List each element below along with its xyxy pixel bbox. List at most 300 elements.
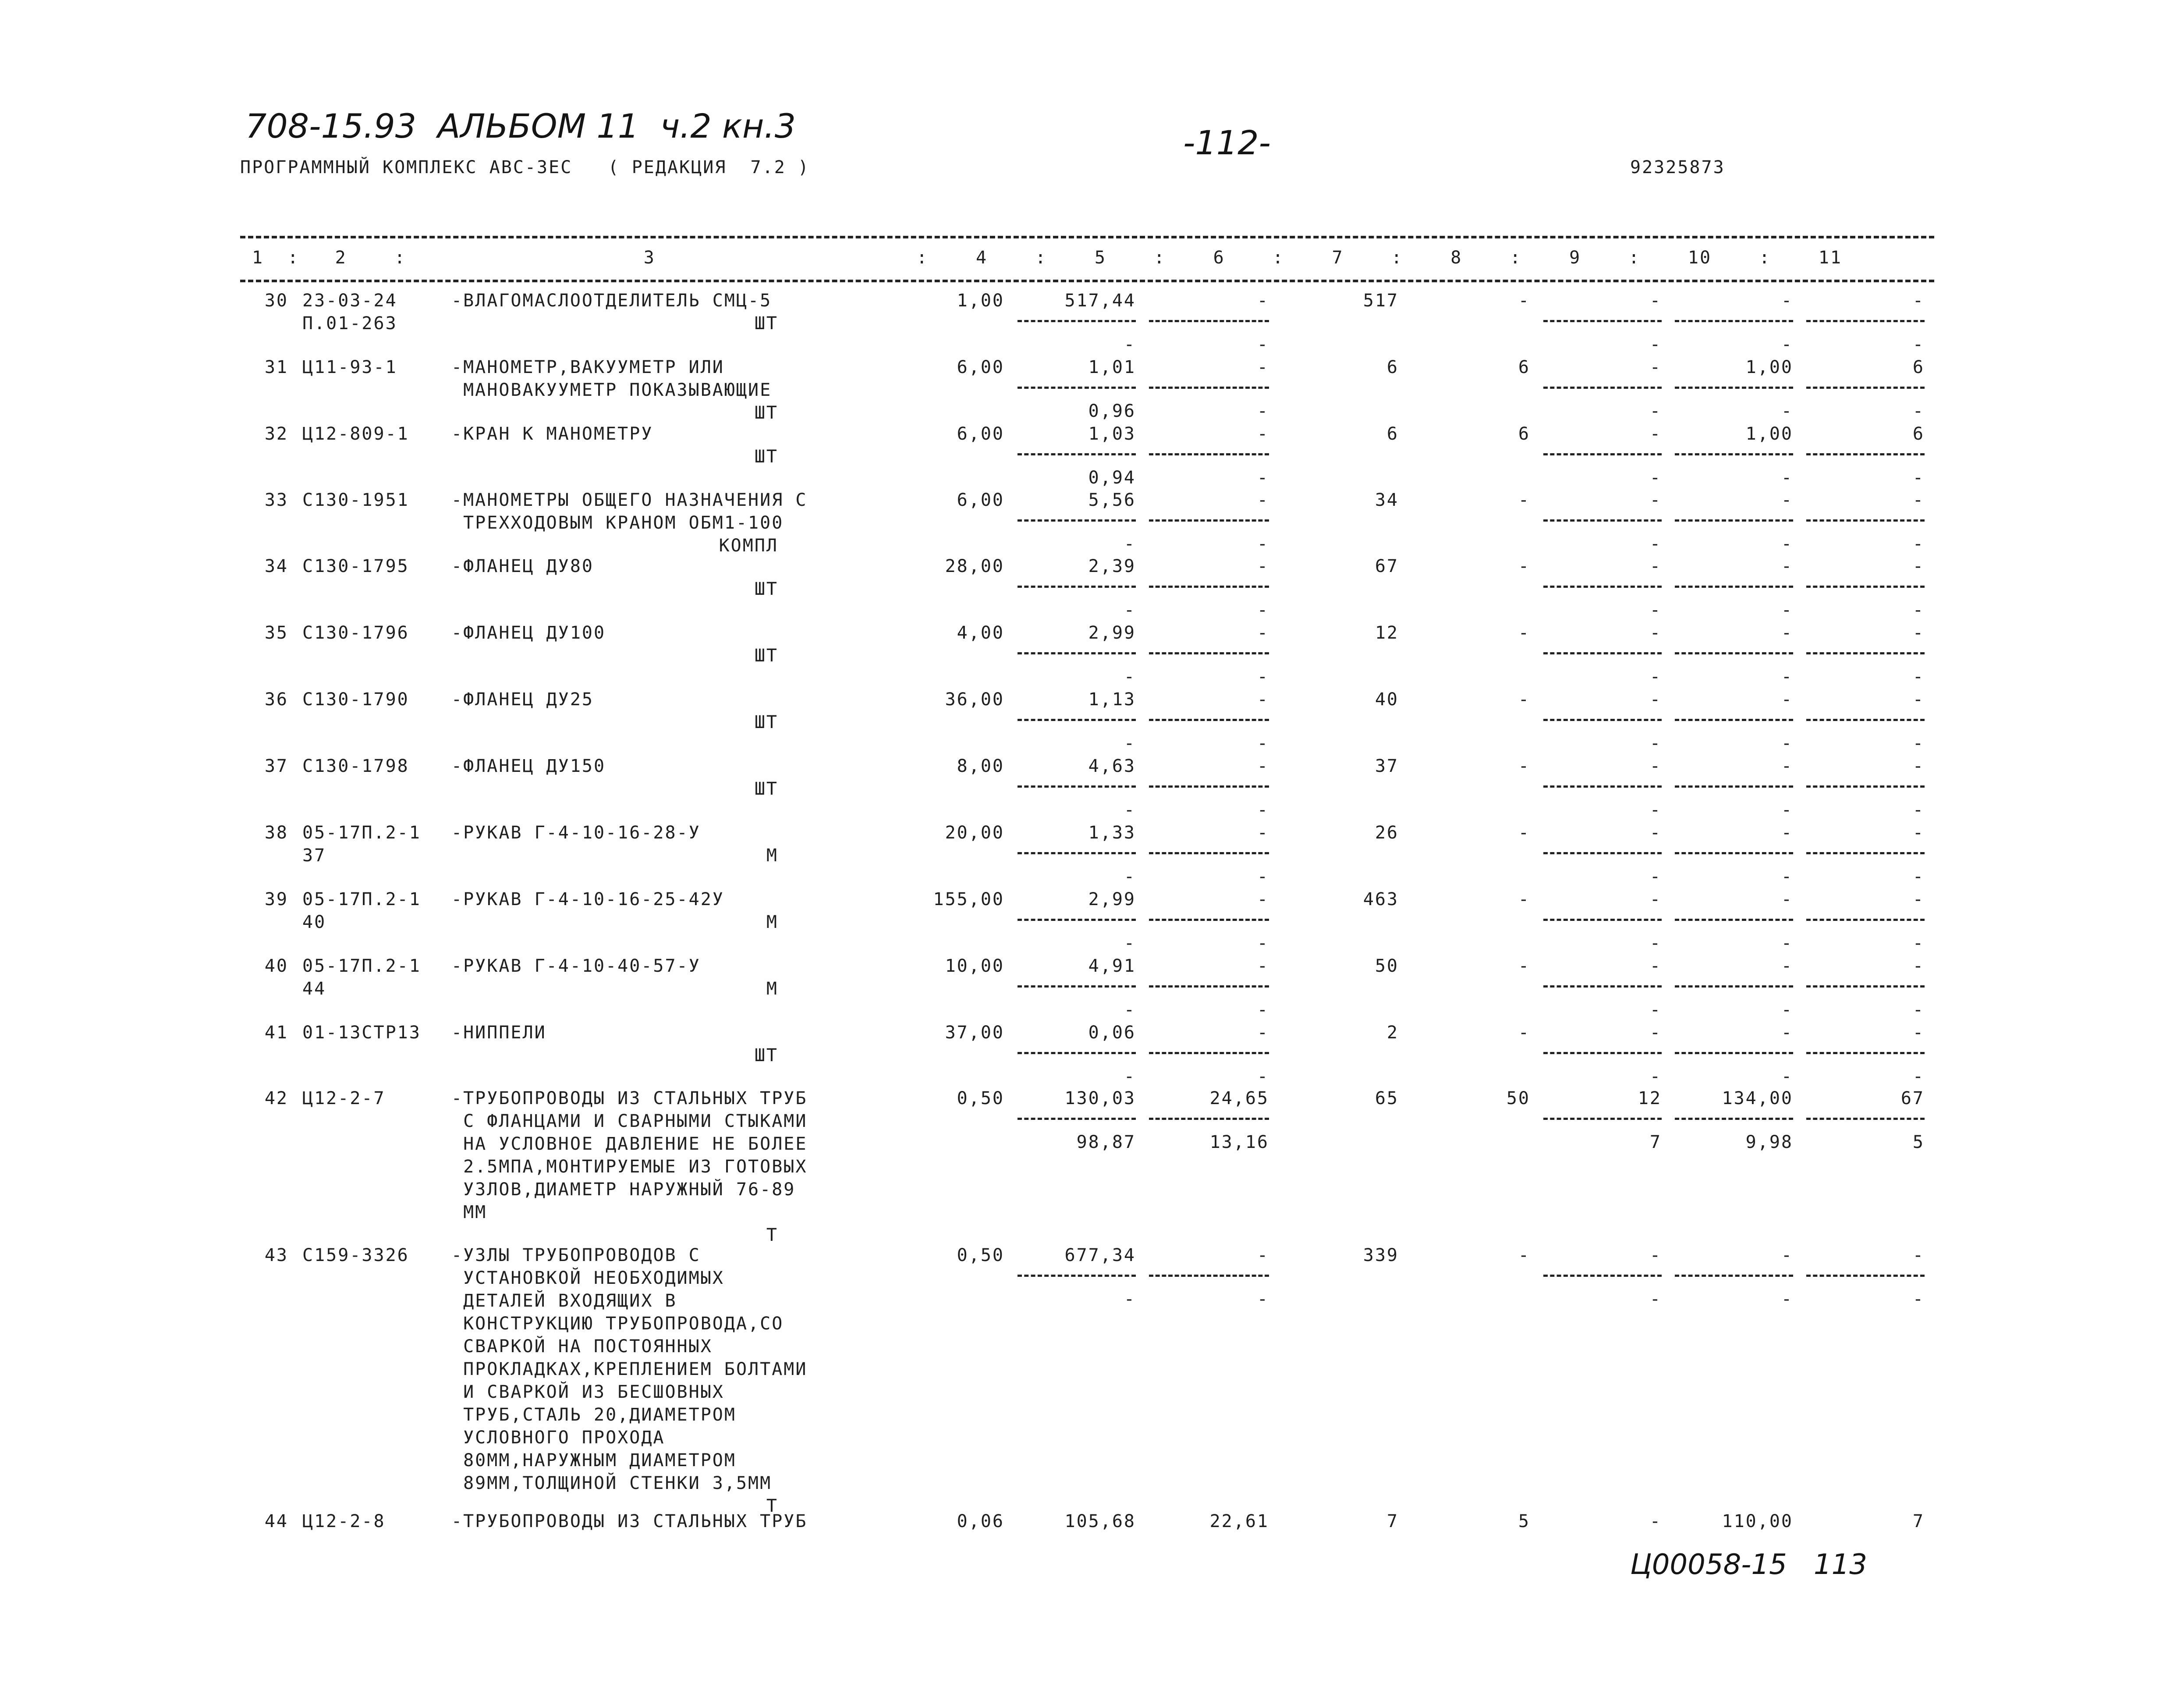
value-col-11: -	[1912, 1245, 1925, 1265]
value-col-11: -	[1912, 956, 1925, 976]
sub-value-col-5: -	[1124, 867, 1136, 887]
sub-value-col-10: -	[1781, 667, 1793, 687]
value-col-11: -	[1912, 756, 1925, 776]
unit-of-measure: М	[766, 979, 778, 999]
sub-value-col-6: -	[1257, 334, 1269, 355]
value-col-8: -	[1518, 956, 1530, 976]
row-number: 40	[264, 956, 288, 976]
subtotal-divider	[1149, 719, 1269, 721]
subtotal-divider	[1675, 387, 1793, 389]
value-col-5: 1,33	[1088, 823, 1136, 843]
subtotal-divider	[1543, 519, 1662, 522]
row-number: 38	[264, 823, 288, 843]
value-col-7: 7	[1386, 1511, 1399, 1531]
rate-code: С130-1795	[302, 556, 409, 576]
unit-of-measure: Т	[766, 1225, 778, 1245]
value-col-5: 1,01	[1088, 357, 1136, 377]
rate-code: 05-17П.2-1 40	[302, 889, 421, 932]
subtotal-divider	[1149, 320, 1269, 322]
sub-value-col-6: -	[1257, 1289, 1269, 1309]
sub-value-col-5: -	[1124, 667, 1136, 687]
value-col-9: -	[1649, 623, 1662, 643]
subtotal-divider	[1543, 719, 1662, 721]
value-col-4: 0,06	[957, 1511, 1004, 1531]
value-col-11: 6	[1912, 357, 1925, 377]
unit-of-measure: ШТ	[754, 712, 778, 732]
unit-of-measure: ШТ	[754, 1045, 778, 1066]
work-description: -РУКАВ Г-4-10-40-57-У	[451, 956, 701, 976]
value-col-4: 6,00	[957, 490, 1004, 510]
sub-value-col-11: -	[1912, 667, 1925, 687]
rate-code: 05-17П.2-1 37	[302, 823, 421, 866]
value-col-8: -	[1518, 823, 1530, 843]
value-col-5: 0,06	[1088, 1023, 1136, 1043]
value-col-11: -	[1912, 1023, 1925, 1043]
subtotal-divider	[1018, 320, 1136, 322]
subtotal-divider	[1543, 387, 1662, 389]
value-col-4: 1,00	[957, 291, 1004, 311]
subtotal-divider	[1675, 586, 1793, 588]
value-col-9: -	[1649, 1511, 1662, 1531]
subtotal-divider	[1675, 852, 1793, 854]
sub-value-col-5: -	[1124, 1066, 1136, 1087]
value-col-5: 5,56	[1088, 490, 1136, 510]
value-col-10: -	[1781, 1245, 1793, 1265]
subtotal-divider	[1018, 985, 1136, 988]
value-col-8: -	[1518, 556, 1530, 576]
value-col-10: -	[1781, 490, 1793, 510]
rate-code: С130-1951	[302, 490, 409, 510]
subtotal-divider	[1149, 852, 1269, 854]
value-col-8: -	[1518, 1023, 1530, 1043]
value-col-5: 2,39	[1088, 556, 1136, 576]
sub-value-col-5: -	[1124, 1000, 1136, 1020]
unit-of-measure: ШТ	[754, 646, 778, 666]
value-col-7: 2	[1386, 1023, 1399, 1043]
sub-value-col-11: -	[1912, 1289, 1925, 1309]
value-col-9: -	[1649, 1245, 1662, 1265]
subtotal-divider	[1149, 1052, 1269, 1054]
rate-code: С130-1798	[302, 756, 409, 776]
subtotal-divider	[1149, 1275, 1269, 1277]
subtotal-divider	[1018, 719, 1136, 721]
value-col-6: -	[1257, 556, 1269, 576]
value-col-8: 50	[1506, 1088, 1530, 1108]
subtotal-divider	[1806, 586, 1925, 588]
sub-value-col-11: 5	[1912, 1132, 1925, 1152]
rate-code: 05-17П.2-1 44	[302, 956, 421, 999]
subtotal-divider	[1149, 652, 1269, 654]
subtotal-divider	[1543, 652, 1662, 654]
sub-value-col-9: -	[1649, 334, 1662, 355]
value-col-5: 1,03	[1088, 424, 1136, 444]
value-col-5: 105,68	[1064, 1511, 1136, 1531]
value-col-10: -	[1781, 756, 1793, 776]
value-col-4: 0,50	[957, 1245, 1004, 1265]
sub-value-col-10: -	[1781, 733, 1793, 753]
sub-value-col-5: -	[1124, 334, 1136, 355]
subtotal-divider	[1018, 652, 1136, 654]
subtotal-divider	[1806, 1275, 1925, 1277]
sub-value-col-6: -	[1257, 933, 1269, 953]
value-col-6: -	[1257, 689, 1269, 710]
column-header-row: 1 : 2 : 3 : 4 : 5 : 6 : 7 : 8 : 9 : 10 : 11	[252, 248, 1842, 268]
value-col-9: -	[1649, 689, 1662, 710]
sub-value-col-11: -	[1912, 733, 1925, 753]
sub-value-col-6: -	[1257, 468, 1269, 488]
subtotal-divider	[1675, 985, 1793, 988]
subtotal-divider	[1018, 1118, 1136, 1120]
value-col-11: -	[1912, 291, 1925, 311]
subtotal-divider	[1806, 852, 1925, 854]
value-col-7: 34	[1375, 490, 1399, 510]
value-col-5: 677,34	[1064, 1245, 1136, 1265]
subtotal-divider	[1149, 1118, 1269, 1120]
value-col-10: 1,00	[1745, 357, 1793, 377]
sub-value-col-10: -	[1781, 401, 1793, 421]
subtotal-divider	[1149, 519, 1269, 522]
sub-value-col-5: -	[1124, 800, 1136, 820]
sub-value-col-5: -	[1124, 600, 1136, 620]
subtotal-divider	[1806, 652, 1925, 654]
sub-value-col-10: -	[1781, 933, 1793, 953]
work-description: -ФЛАНЕЦ ДУ150	[451, 756, 606, 776]
sub-value-col-6: -	[1257, 867, 1269, 887]
work-description: -КРАН К МАНОМЕТРУ	[451, 424, 653, 444]
subtotal-divider	[1149, 785, 1269, 788]
subtotal-divider	[1675, 719, 1793, 721]
sub-value-col-9: -	[1649, 800, 1662, 820]
unit-of-measure: ШТ	[754, 403, 778, 423]
row-number: 41	[264, 1023, 288, 1043]
value-col-4: 8,00	[957, 756, 1004, 776]
value-col-8: 6	[1518, 424, 1530, 444]
value-col-10: 1,00	[1745, 424, 1793, 444]
subtotal-divider	[1675, 519, 1793, 522]
rate-code: Ц12-809-1	[302, 424, 409, 444]
sub-value-col-9: -	[1649, 1066, 1662, 1087]
value-col-11: 7	[1912, 1511, 1925, 1531]
subtotal-divider	[1806, 919, 1925, 921]
sub-value-col-9: -	[1649, 468, 1662, 488]
value-col-10: -	[1781, 556, 1793, 576]
subtotal-divider	[1806, 985, 1925, 988]
program-title-line: ПРОГРАММНЫЙ КОМПЛЕКС АВС-3ЕС ( РЕДАКЦИЯ 7.2 )	[240, 157, 810, 178]
subtotal-divider	[1806, 1052, 1925, 1054]
work-description: -ТРУБОПРОВОДЫ ИЗ СТАЛЬНЫХ ТРУБ С ФЛАНЦАМИ И СВАРНЫМИ СТЫКАМИ НА УСЛОВНОЕ ДАВЛЕНИЕ НЕ БОЛЕЕ 2.5МПА,МОНТИРУЕМЫЕ ИЗ ГОТОВЫХ УЗЛОВ,ДИАМЕТР НАРУЖНЫЙ 76-89 ММ	[451, 1088, 808, 1222]
value-col-7: 339	[1363, 1245, 1399, 1265]
value-col-6: -	[1257, 291, 1269, 311]
subtotal-divider	[1018, 453, 1136, 455]
sub-value-col-9: 7	[1649, 1132, 1662, 1152]
subtotal-divider	[1543, 1275, 1662, 1277]
sub-value-col-9: -	[1649, 401, 1662, 421]
subtotal-divider	[1806, 519, 1925, 522]
subtotal-divider	[1018, 1275, 1136, 1277]
page-number-mark: -112-	[1183, 123, 1271, 162]
unit-of-measure: Т	[766, 1496, 778, 1516]
sub-value-col-6: -	[1257, 800, 1269, 820]
value-col-5: 130,03	[1064, 1088, 1136, 1108]
subtotal-divider	[1806, 453, 1925, 455]
unit-of-measure: КОМПЛ	[719, 536, 778, 556]
value-col-7: 50	[1375, 956, 1399, 976]
value-col-4: 0,50	[957, 1088, 1004, 1108]
sub-value-col-6: -	[1257, 1000, 1269, 1020]
row-number: 44	[264, 1511, 288, 1531]
header-rule-top	[240, 236, 1934, 238]
subtotal-divider	[1018, 519, 1136, 522]
sub-value-col-9: -	[1649, 733, 1662, 753]
value-col-4: 36,00	[945, 689, 1004, 710]
sub-value-col-10: -	[1781, 867, 1793, 887]
rate-code: С159-3326	[302, 1245, 409, 1265]
document-code: 92325873	[1630, 157, 1725, 178]
value-col-8: -	[1518, 623, 1530, 643]
value-col-6: -	[1257, 424, 1269, 444]
value-col-6: 24,65	[1209, 1088, 1269, 1108]
unit-of-measure: ШТ	[754, 779, 778, 799]
sub-value-col-9: -	[1649, 600, 1662, 620]
sub-value-col-6: -	[1257, 667, 1269, 687]
value-col-8: -	[1518, 490, 1530, 510]
value-col-4: 4,00	[957, 623, 1004, 643]
header-rule-bottom	[240, 280, 1934, 282]
value-col-8: -	[1518, 689, 1530, 710]
sub-value-col-5: -	[1124, 534, 1136, 554]
subtotal-divider	[1018, 1052, 1136, 1054]
value-col-4: 37,00	[945, 1023, 1004, 1043]
sub-value-col-9: -	[1649, 1289, 1662, 1309]
value-col-8: -	[1518, 291, 1530, 311]
subtotal-divider	[1543, 1118, 1662, 1120]
value-col-11: -	[1912, 889, 1925, 909]
subtotal-divider	[1675, 785, 1793, 788]
subtotal-divider	[1018, 919, 1136, 921]
subtotal-divider	[1675, 453, 1793, 455]
row-number: 34	[264, 556, 288, 576]
sub-value-col-5: 0,96	[1088, 401, 1136, 421]
sub-value-col-9: -	[1649, 1000, 1662, 1020]
sub-value-col-5: -	[1124, 733, 1136, 753]
subtotal-divider	[1018, 387, 1136, 389]
value-col-9: -	[1649, 889, 1662, 909]
value-col-7: 67	[1375, 556, 1399, 576]
subtotal-divider	[1543, 919, 1662, 921]
sub-value-col-10: -	[1781, 468, 1793, 488]
work-description: -РУКАВ Г-4-10-16-28-У	[451, 823, 701, 843]
sub-value-col-11: -	[1912, 468, 1925, 488]
sub-value-col-6: -	[1257, 401, 1269, 421]
value-col-4: 155,00	[933, 889, 1004, 909]
subtotal-divider	[1149, 387, 1269, 389]
sub-value-col-10: -	[1781, 1289, 1793, 1309]
subtotal-divider	[1018, 785, 1136, 788]
subtotal-divider	[1675, 919, 1793, 921]
work-description: -ВЛАГОМАСЛООТДЕЛИТЕЛЬ СМЦ-5	[451, 291, 772, 311]
subtotal-divider	[1675, 1275, 1793, 1277]
subtotal-divider	[1543, 785, 1662, 788]
sub-value-col-9: -	[1649, 534, 1662, 554]
sub-value-col-9: -	[1649, 867, 1662, 887]
handwritten-footer-note: Ц00058-15 113	[1630, 1549, 1867, 1581]
value-col-9: -	[1649, 357, 1662, 377]
row-number: 37	[264, 756, 288, 776]
work-description: -УЗЛЫ ТРУБОПРОВОДОВ С УСТАНОВКОЙ НЕОБХОДИМЫХ ДЕТАЛЕЙ ВХОДЯЩИХ В КОНСТРУКЦИЮ ТРУБОПРОВОДА,СО СВАРКОЙ НА ПОСТОЯННЫХ ПРОКЛАДКАХ,КРЕПЛЕНИЕМ БОЛТАМИ И СВАРКОЙ ИЗ БЕСШОВНЫХ ТРУБ,СТАЛЬ 20,ДИАМЕТРОМ УСЛОВНОГО ПРОХОДА 80ММ,НАРУЖНЫМ ДИАМЕТРОМ 89ММ,ТОЛЩИНОЙ СТЕНКИ 3,5ММ	[451, 1245, 808, 1493]
value-col-10: -	[1781, 823, 1793, 843]
value-col-6: 22,61	[1209, 1511, 1269, 1531]
subtotal-divider	[1806, 320, 1925, 322]
subtotal-divider	[1543, 320, 1662, 322]
unit-of-measure: М	[766, 912, 778, 932]
value-col-5: 4,63	[1088, 756, 1136, 776]
value-col-8: -	[1518, 756, 1530, 776]
row-number: 39	[264, 889, 288, 909]
value-col-7: 6	[1386, 357, 1399, 377]
value-col-7: 40	[1375, 689, 1399, 710]
sub-value-col-11: -	[1912, 401, 1925, 421]
sub-value-col-11: -	[1912, 800, 1925, 820]
value-col-11: -	[1912, 623, 1925, 643]
value-col-7: 37	[1375, 756, 1399, 776]
value-col-8: -	[1518, 889, 1530, 909]
value-col-7: 26	[1375, 823, 1399, 843]
row-number: 36	[264, 689, 288, 710]
row-number: 30	[264, 291, 288, 311]
sub-value-col-10: 9,98	[1745, 1132, 1793, 1152]
sub-value-col-11: -	[1912, 933, 1925, 953]
work-description: -НИППЕЛИ	[451, 1023, 546, 1043]
value-col-7: 12	[1375, 623, 1399, 643]
value-col-5: 517,44	[1064, 291, 1136, 311]
sub-value-col-6: -	[1257, 534, 1269, 554]
sub-value-col-11: -	[1912, 867, 1925, 887]
value-col-10: -	[1781, 689, 1793, 710]
subtotal-divider	[1543, 852, 1662, 854]
subtotal-divider	[1806, 785, 1925, 788]
row-number: 35	[264, 623, 288, 643]
value-col-5: 2,99	[1088, 889, 1136, 909]
sub-value-col-10: -	[1781, 800, 1793, 820]
work-description: -ФЛАНЕЦ ДУ25	[451, 689, 594, 710]
value-col-9: -	[1649, 1023, 1662, 1043]
value-col-9: -	[1649, 756, 1662, 776]
value-col-10: -	[1781, 1023, 1793, 1043]
rate-code: 01-13СТР13	[302, 1023, 421, 1043]
sub-value-col-11: -	[1912, 334, 1925, 355]
sub-value-col-5: 0,94	[1088, 468, 1136, 488]
value-col-6: -	[1257, 756, 1269, 776]
subtotal-divider	[1675, 1052, 1793, 1054]
value-col-9: -	[1649, 556, 1662, 576]
value-col-11: -	[1912, 490, 1925, 510]
subtotal-divider	[1675, 652, 1793, 654]
rate-code: Ц12-2-7	[302, 1088, 386, 1108]
value-col-11: -	[1912, 556, 1925, 576]
value-col-6: -	[1257, 889, 1269, 909]
work-description: -РУКАВ Г-4-10-16-25-42У	[451, 889, 724, 909]
value-col-5: 2,99	[1088, 623, 1136, 643]
rate-code: Ц11-93-1	[302, 357, 397, 377]
subtotal-divider	[1149, 985, 1269, 988]
sub-value-col-6: -	[1257, 600, 1269, 620]
work-description: -ФЛАНЕЦ ДУ80	[451, 556, 594, 576]
rate-code: С130-1790	[302, 689, 409, 710]
sub-value-col-6: -	[1257, 733, 1269, 753]
sub-value-col-6: -	[1257, 1066, 1269, 1087]
sub-value-col-9: -	[1649, 667, 1662, 687]
value-col-9: -	[1649, 823, 1662, 843]
sub-value-col-10: -	[1781, 600, 1793, 620]
subtotal-divider	[1806, 387, 1925, 389]
sub-value-col-11: -	[1912, 1066, 1925, 1087]
subtotal-divider	[1543, 453, 1662, 455]
subtotal-divider	[1675, 320, 1793, 322]
value-col-6: -	[1257, 956, 1269, 976]
sub-value-col-10: -	[1781, 1066, 1793, 1087]
value-col-8: 6	[1518, 357, 1530, 377]
subtotal-divider	[1675, 1118, 1793, 1120]
sub-value-col-11: -	[1912, 1000, 1925, 1020]
value-col-9: -	[1649, 291, 1662, 311]
handwritten-album-title: 708-15.93 АЛЬБОМ 11 ч.2 кн.3	[245, 107, 796, 146]
sub-value-col-10: -	[1781, 534, 1793, 554]
subtotal-divider	[1543, 985, 1662, 988]
value-col-4: 10,00	[945, 956, 1004, 976]
value-col-6: -	[1257, 823, 1269, 843]
value-col-11: 67	[1900, 1088, 1925, 1108]
value-col-10: -	[1781, 623, 1793, 643]
row-number: 32	[264, 424, 288, 444]
value-col-6: -	[1257, 623, 1269, 643]
sub-value-col-9: -	[1649, 933, 1662, 953]
value-col-10: -	[1781, 956, 1793, 976]
subtotal-divider	[1806, 719, 1925, 721]
row-number: 31	[264, 357, 288, 377]
value-col-6: -	[1257, 1023, 1269, 1043]
value-col-4: 28,00	[945, 556, 1004, 576]
value-col-10: -	[1781, 291, 1793, 311]
work-description: -ТРУБОПРОВОДЫ ИЗ СТАЛЬНЫХ ТРУБ	[451, 1511, 808, 1531]
sub-value-col-10: -	[1781, 1000, 1793, 1020]
value-col-4: 6,00	[957, 357, 1004, 377]
value-col-9: -	[1649, 956, 1662, 976]
value-col-11: 6	[1912, 424, 1925, 444]
value-col-7: 6	[1386, 424, 1399, 444]
value-col-9: -	[1649, 424, 1662, 444]
work-description: -МАНОМЕТР,ВАКУУМЕТР ИЛИ МАНОВАКУУМЕТР ПОКАЗЫВАЮЩИЕ	[451, 357, 772, 400]
value-col-9: -	[1649, 490, 1662, 510]
rate-code: С130-1796	[302, 623, 409, 643]
value-col-6: -	[1257, 1245, 1269, 1265]
unit-of-measure: ШТ	[754, 579, 778, 599]
value-col-7: 517	[1363, 291, 1399, 311]
value-col-7: 463	[1363, 889, 1399, 909]
sub-value-col-5: -	[1124, 933, 1136, 953]
value-col-5: 1,13	[1088, 689, 1136, 710]
subtotal-divider	[1806, 1118, 1925, 1120]
unit-of-measure: ШТ	[754, 447, 778, 467]
rate-code: Ц12-2-8	[302, 1511, 386, 1531]
value-col-4: 6,00	[957, 424, 1004, 444]
subtotal-divider	[1543, 1052, 1662, 1054]
subtotal-divider	[1149, 453, 1269, 455]
subtotal-divider	[1543, 586, 1662, 588]
rate-code: 23-03-24 П.01-263	[302, 291, 397, 334]
value-col-8: -	[1518, 1245, 1530, 1265]
work-description: -ФЛАНЕЦ ДУ100	[451, 623, 606, 643]
subtotal-divider	[1018, 586, 1136, 588]
